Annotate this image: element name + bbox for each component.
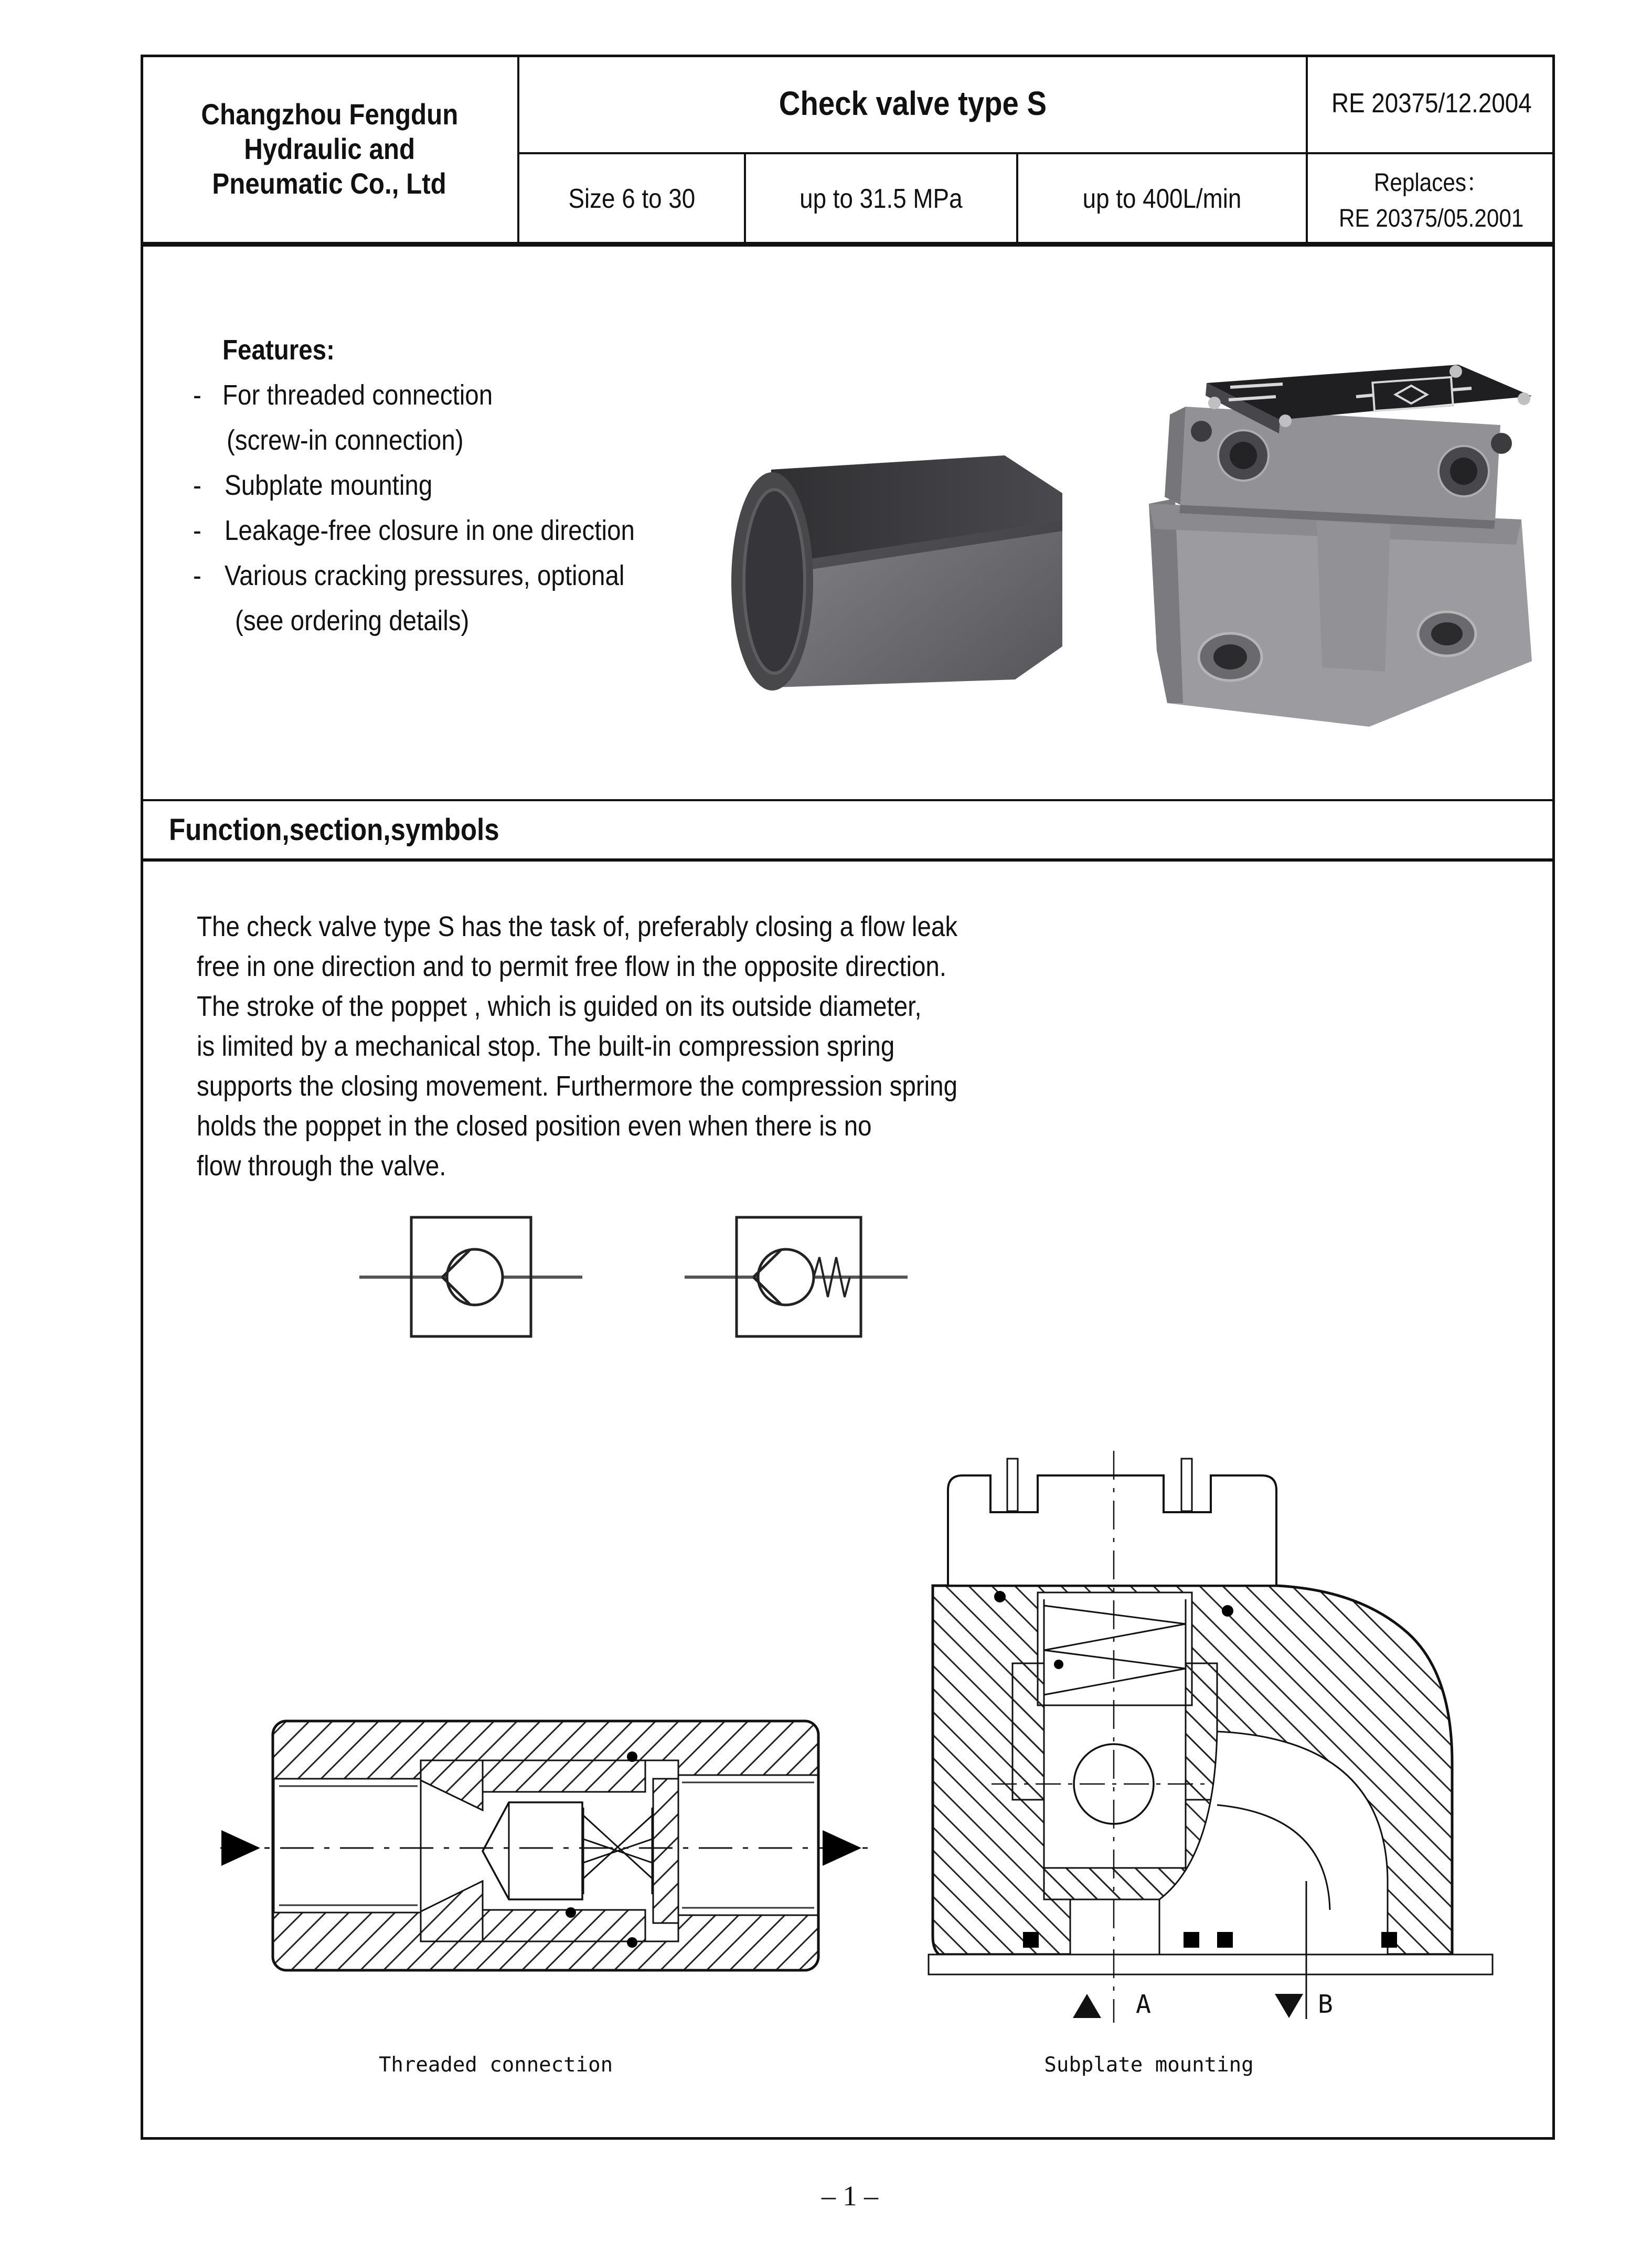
- paragraph-line: is limited by a mechanical stop. The built-in compression spring: [197, 1031, 895, 1062]
- subplate-valve-photo: [1149, 365, 1532, 727]
- function-paragraph: [197, 910, 1061, 1189]
- right-figure-caption: Subplate mounting: [1044, 2053, 1254, 2077]
- paragraph-line: supports the closing movement. Furthermore the compression spring: [197, 1070, 958, 1102]
- paragraph-line: holds the poppet in the closed position even when there is no: [197, 1110, 872, 1142]
- features-heading: Features:: [222, 334, 335, 366]
- feature-dash: -: [193, 560, 201, 591]
- paragraph-line: The check valve type S has the task of, preferably closing a flow leak: [197, 911, 958, 942]
- company-line: Pneumatic Co., Ltd: [212, 167, 447, 200]
- page-number: – 1 –: [822, 2180, 878, 2212]
- feature-item: Subplate mounting: [225, 470, 433, 501]
- subplate-section-drawing: [913, 1438, 1511, 2036]
- document-title-cell: [519, 55, 1306, 152]
- product-photos-image: [713, 336, 1569, 745]
- flow-arrow-right-icon: [823, 1830, 861, 1866]
- company-name-block: [143, 55, 516, 243]
- flow-cell: [1018, 154, 1306, 243]
- feature-item: Leakage-free closure in one direction: [225, 515, 635, 546]
- feature-dash: -: [193, 379, 201, 411]
- feature-item: (screw-in connection): [227, 424, 464, 456]
- replaces-cell: [1308, 154, 1555, 243]
- paragraph-line: free in one direction and to permit free flow in the opposite direction.: [197, 951, 947, 982]
- port-b-marker-icon: [1275, 1994, 1303, 2018]
- flow-max: up to 400L/min: [1082, 184, 1242, 214]
- port-b-label: B: [1318, 1990, 1333, 2019]
- replaces-doc: RE 20375/05.2001: [1339, 205, 1524, 232]
- port-a-label: A: [1136, 1990, 1151, 2019]
- doc-number-cell: [1308, 55, 1555, 152]
- symbol-with-spring: [685, 1217, 908, 1336]
- document-title: Check valve type S: [779, 84, 1047, 122]
- band-top-rule: [141, 799, 1555, 801]
- paragraph-line: The stroke of the poppet , which is guided on its outside diameter,: [197, 991, 922, 1022]
- threaded-valve-photo: [731, 455, 1062, 691]
- company-line: Hydraulic and: [244, 132, 415, 165]
- feature-dash: -: [193, 470, 201, 501]
- threaded-section-drawing: [210, 1705, 881, 1983]
- pressure-max: up to 31.5 MPa: [800, 184, 963, 214]
- port-a-marker-icon: [1073, 1994, 1101, 2018]
- paragraph-line: flow through the valve.: [197, 1150, 446, 1182]
- section-heading: Function,section,symbols: [169, 813, 499, 847]
- flow-arrow-left-icon: [221, 1830, 260, 1866]
- band-bottom-rule: [141, 858, 1555, 862]
- feature-item: Various cracking pressures, optional: [225, 560, 625, 591]
- feature-dash: -: [193, 515, 201, 546]
- left-figure-caption: Threaded connection: [378, 2053, 613, 2077]
- size-range: Size 6 to 30: [568, 184, 695, 214]
- symbol-without-spring: [359, 1217, 582, 1336]
- size-range-cell: [519, 154, 744, 243]
- feature-item: (see ordering details): [235, 605, 470, 636]
- doc-number: RE 20375/12.2004: [1331, 88, 1532, 119]
- company-line: Changzhou Fengdun: [201, 98, 458, 131]
- check-valve-symbols: [315, 1196, 944, 1364]
- feature-item: For threaded connection: [222, 379, 493, 411]
- pressure-cell: [746, 154, 1016, 243]
- replaces-label: Replaces：: [1374, 169, 1489, 197]
